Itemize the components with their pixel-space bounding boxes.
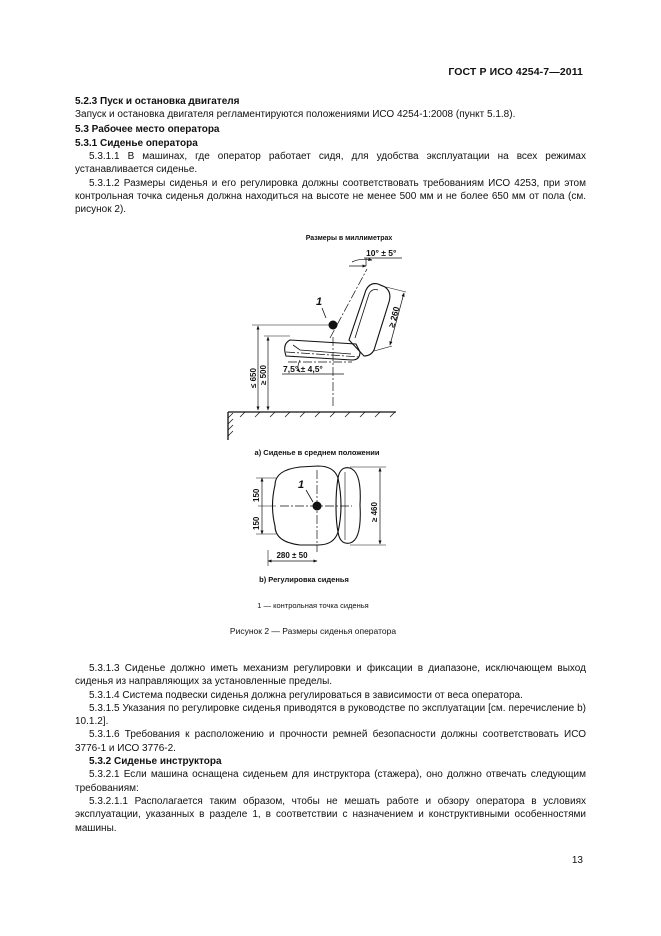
label-1-side: 1 [316,296,323,308]
para-5-3-1-1: 5.3.1.1 В машинах, где оператор работает сидя, для удобства эксплуатации на всех режимах устанавливается сиденье. [75,151,586,176]
dim-backrest: ≥ 260 [386,305,402,329]
figure-title: Рисунок 2 — Размеры сиденья оператора [229,626,397,636]
para-5-3-1-2: 5.3.1.2 Размеры сиденья и его регулировка должны соответствовать требованиям ИСО 4253, при этом контрольная точка сиденья должна находиться на высоте не менее 500 мм и не более 650 мм от пола (см. рисунок 2). [75,177,586,216]
angle-seat: 7,5° ± 4,5° [283,364,323,374]
caption-b: b) Регулировка сиденья [259,575,349,584]
dim-460: ≥ 460 [370,502,379,522]
angle-back: 10° ± 5° [366,248,397,258]
seat-reference-point-top [313,502,321,510]
page-number: 13 [571,855,583,866]
seat-backrest-top [338,468,360,544]
para-5-3-1-5: 5.3.1.5 Указания по регулировке сиденья приводятся в руководстве по эксплуатации [см. перечисление b) 10.1.2]. [75,702,586,728]
seat-backrest [349,284,390,356]
dim-height-max: ≤ 650 [249,368,258,388]
figure-legend: 1 — контрольная точка сиденья [257,601,369,610]
seat-top-view [252,466,386,566]
figure-2-seat-dimensions [0,225,661,645]
section-5-3-title: 5.3 Рабочее место оператора [75,123,220,135]
para-5-3-2-1: 5.3.2.1 Если машина оснащена сиденьем для инструктора (стажера), оно должно отвечать следующим требованиям: [75,769,586,794]
units-note: Размеры в миллиметрах [305,235,393,242]
section-5-3-2-title: 5.3.2 Сиденье инструктора [89,756,222,768]
dim-280: 280 ± 50 [276,551,308,560]
section-5-2-3-body: Запуск и остановка двигателя регламентируются положениями ИСО 4254-1:2008 (пункт 5.1.8). [75,109,516,121]
dim-height-min: ≥ 500 [259,365,268,385]
seat-cushion [285,340,360,360]
seat-side-view [228,248,406,440]
caption-a: a) Сиденье в среднем положении [254,448,380,457]
section-5-2-3-title: 5.2.3 Пуск и остановка двигателя [75,96,240,107]
dim-150-top: 150 [252,488,261,502]
bottom-text-block [75,662,586,835]
para-5-3-1-4: 5.3.1.4 Система подвески сиденья должна регулироваться в зависимости от веса оператора. [89,689,523,701]
para-5-3-1-6: 5.3.1.6 Требования к расположению и прочности ремней безопасности должны соответствовать ИСО 3776-1 и ИСО 3776-2. [75,729,586,754]
label-1-top: 1 [298,479,305,491]
seat-cushion-top [273,466,339,545]
para-5-3-1-3: 5.3.1.3 Сиденье должно иметь механизм регулировки и фиксации в диапазоне, исключающем выход сиденья из направляющих за установленные пределы. [75,663,586,688]
section-5-3-1-title: 5.3.1 Сиденье оператора [75,137,198,149]
document-header: ГОСТ Р ИСО 4254-7—2011 [448,66,583,78]
dim-150-bottom: 150 [252,516,261,530]
floor-hatching [228,412,395,436]
seat-cushion-inner [293,345,351,354]
top-text-block [75,95,586,217]
para-5-3-2-1-1: 5.3.2.1.1 Располагается таким образом, чтобы не мешать работе и обзору оператора в условиях эксплуатации, указанных в разделе 1, в соответствии с назначением и конструктивными особенностями машины. [75,795,586,834]
